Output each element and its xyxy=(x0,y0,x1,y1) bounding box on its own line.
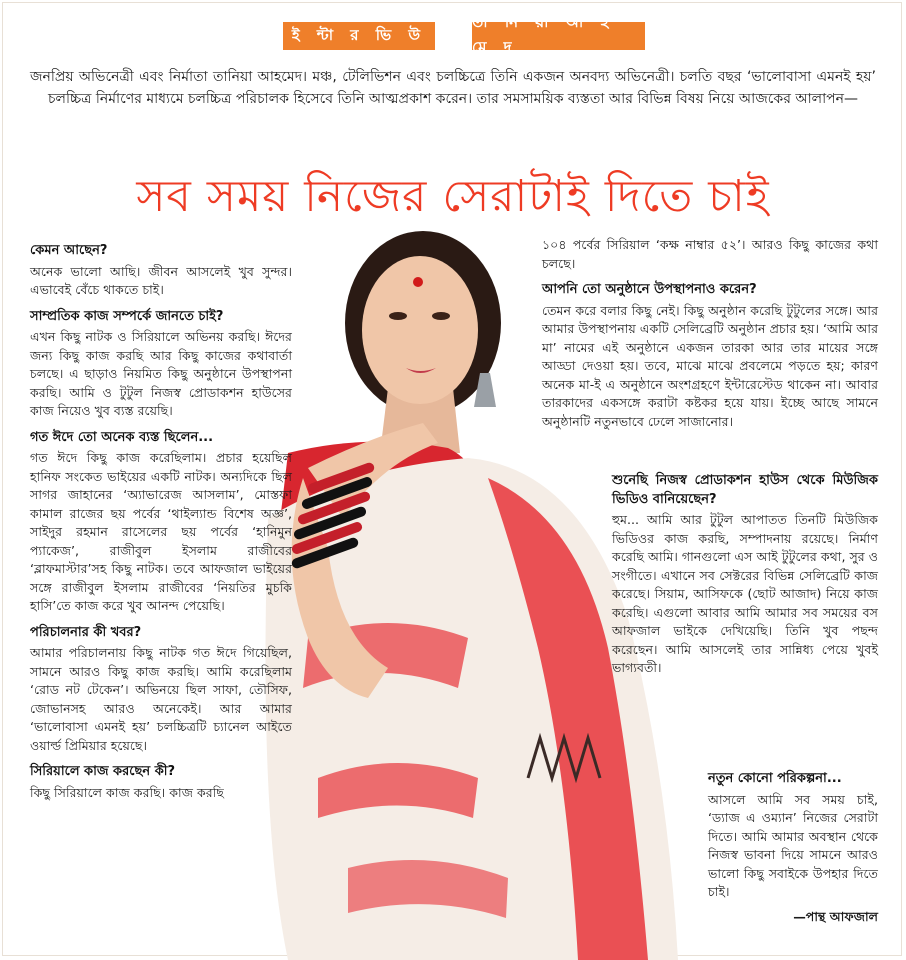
answer-6: তেমন করে বলার কিছু নেই। কিছু অনুষ্ঠান করেছি টুটুলের সঙ্গে। আর আমার উপস্থাপনায় একটি সেলিব্রেটি অনুষ্ঠান প্রচার হয়। ‘আমি আর মা’ নামের এই অনুষ্ঠানে একজন তারকা আর তার মায়ের সঙ্গে আড্ডা দেওয়া হয়। তবে, মাঝে মাঝে প্রবলেমে পড়তে হয়; কারণ অনেক মা-ই এ অনুষ্ঠানে অংশগ্রহণে ইন্টারেস্টেড থাকেন না। আবার তারকাদের একসঙ্গে করাটা কষ্টকর হয়ে যায়। ইচ্ছে আছে সামনে অনুষ্ঠানটি নতুনভাবে ঢেলে সাজানোর। xyxy=(542,302,878,429)
question-2: সাম্প্রতিক কাজ সম্পর্কে জানতে চাই? xyxy=(30,308,224,324)
answer-7: হুম... আমি আর টুটুল আপাতত তিনটি মিউজিক ভিডিওর কাজ করছি, সম্পাদনায় রয়েছে। নির্মাণ করেছি আমি। গানগুলো এস আই টুটুলের কথা, সুর ও সংগীতে। এখানে সব সেক্টরের বিভিন্ন সেলিব্রেটি কাজ করেছে। সিয়াম, আসিফকে (ছোট আজাদ) নিয়ে কাজ করেছি। এগুলো আবার আমি আমার সব সময়ের বস আফজাল ভাইকে দেখিয়েছি। তিনি খুব পছন্দ করেছেন। আমি আসলেই তার সান্নিধ্য পেয়ে খুবই ভাগ্যবতী। xyxy=(612,512,878,675)
question-8: নতুন কোনো পরিকল্পনা... xyxy=(708,771,842,786)
left-column xyxy=(30,242,292,808)
answer-4: আমার পরিচালনায় কিছু নাটক গত ঈদে গিয়েছিল, সামনে আরও কিছু কাজ করছি। আমি করেছিলাম ‘রোড নট টেকেন’। অভিনয়ে ছিল সাফা, তৌসিফ, জোভানসহ আরও অনেকেই। আর আমার ‘ভালোবাসা এমনই হয়’ চলচ্চিত্রটি চ্যানেল আইতে ওয়ার্ল্ড প্রিমিয়ার হয়েছে। xyxy=(30,645,292,753)
question-6: আপনি তো অনুষ্ঠানে উপস্থাপনাও করেন? xyxy=(542,282,757,297)
byline: —পান্থ আফজাল xyxy=(793,908,878,924)
right-column-top xyxy=(542,236,878,437)
answer-8: আসলে আমি সব সময় চাই, ‘ড্যাজ এ ওম্যান’ নিজের সেরাটা দিতে। আমি আমার অবস্থান থেকে নিজস্ব ভাবনা দিয়ে সামনে আরও ভালো কিছু সবাইকে উপহার দিতে চাই। xyxy=(708,791,878,899)
question-3: গত ঈদে তো অনেক ব্যস্ত ছিলেন... xyxy=(30,429,214,445)
answer-1: অনেক ভালো আছি। জীবন আসলেই খুব সুন্দর। এভাবেই বেঁচে থাকতে চাই। xyxy=(30,263,292,297)
question-5: সিরিয়ালে কাজ করছেন কী? xyxy=(30,764,176,779)
right-column-middle xyxy=(612,472,878,684)
intro-paragraph: জনপ্রিয় অভিনেত্রী এবং নির্মাতা তানিয়া আহমেদ। মঞ্চ, টেলিভিশন এবং চলচ্চিত্রে তিনি একজন অনবদ্য অভিনেত্রী। চলতি বছর ‘ভালোবাসা এমনই হয়’ চলচ্চিত্র নির্মাণের মাধ্যমে চলচ্চিত্র পরিচালক হিসেবে তিনি আত্মপ্রকাশ করেন। তার সমসাময়িক ব্যস্ততা আর বিভিন্ন বিষয় নিয়ে আজকের আলাপন— xyxy=(30,69,876,107)
answer-5-continued: ১০৪ পর্বের সিরিয়াল ‘কক্ষ নাম্বার ৫২’। আরও কিছু কাজের কথা চলছে। xyxy=(542,237,878,271)
right-column-bottom xyxy=(708,770,878,926)
headline: সব সময় নিজের সেরাটাই দিতে চাই xyxy=(136,171,770,222)
question-4: পরিচালনার কী খবর? xyxy=(30,624,142,640)
answer-3: গত ঈদে কিছু কাজ করেছিলাম। প্রচার হয়েছিল হানিফ সংকেত ভাইয়ের একটি নাটক। অন্যদিকে ছিল সাগর জাহানের ‘অ্যাভারেজ আসলাম’, মোস্তফা কামাল রাজের ছয় পর্বের ‘থাইল্যান্ড বিশেষ অজ্ঞ’, সাইদুর রহমান রাসেলের ছয় পর্বের ‘হানিমুন প্যাকেজ’, রাজীবুল ইসলাম রাজীবের ‘ব্লাফমাস্টার’সহ কিছু নাটক। তবে আফজাল ভাইয়ের সঙ্গে রাজীবুল ইসলাম রাজীবের ‘নিয়তির মুচকি হাসি’তে কাজ করে খুব আনন্দ পেয়েছি। xyxy=(30,450,292,613)
author-name-tag: তা নি য়া আ হ মে দ xyxy=(472,22,645,50)
answer-2: এখন কিছু নাটক ও সিরিয়ালে অভিনয় করছি। ঈদের জন্য কিছু কাজ করছি আর কিছু কাজের কথাবার্তা চলছে। এ ছাড়াও নিয়মিত কিছু অনুষ্ঠানে উপস্থাপনা করছি। আমি ও টুটুল নিজস্ব প্রোডাকশন হাউসের কাজ নিয়েও খুব ব্যস্ত রয়েছি। xyxy=(30,329,292,418)
question-1: কেমন আছেন? xyxy=(30,243,108,258)
interview-tag: ই ন্টা র ভি উ xyxy=(283,22,435,50)
question-7: শুনেছি নিজস্ব প্রোডাকশন হাউস থেকে মিউজিক ভিডিও বানিয়েছেন? xyxy=(612,473,878,507)
answer-5: কিছু সিরিয়ালে কাজ করছি। কাজ করছি xyxy=(30,784,224,800)
